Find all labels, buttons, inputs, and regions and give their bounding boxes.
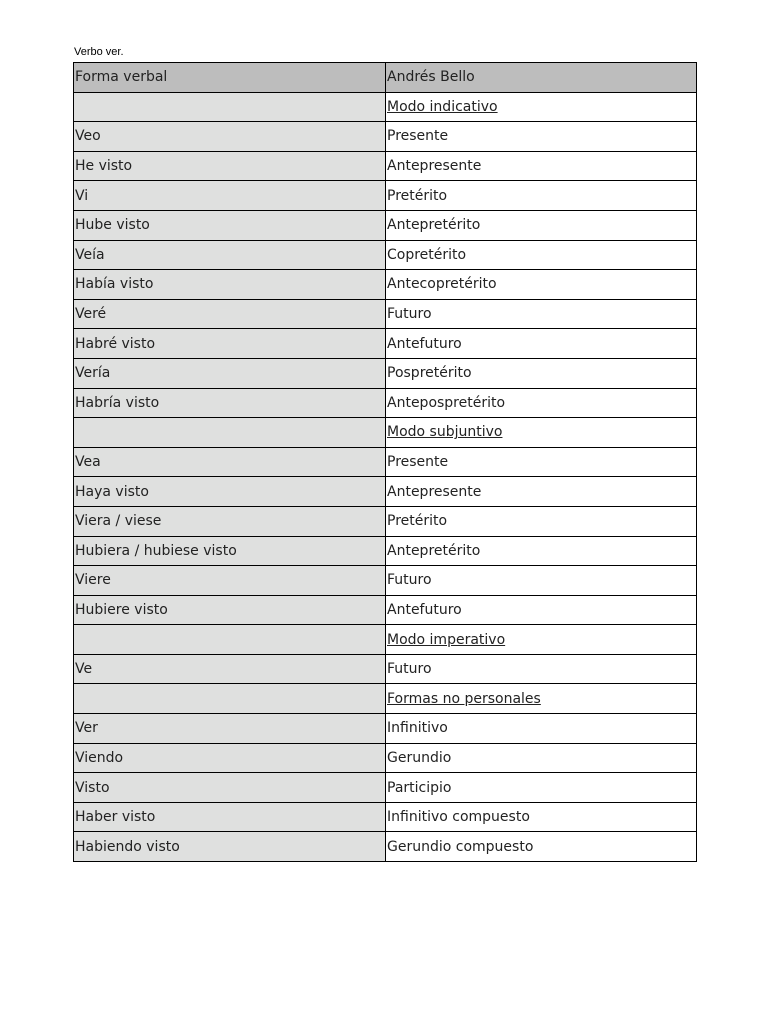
- table-row: [74, 299, 697, 329]
- cell-forma-verbal: Hubiera / hubiese visto: [74, 536, 386, 566]
- cell-forma-verbal: Habré visto: [74, 329, 386, 359]
- section-title: Modo subjuntivo: [387, 424, 503, 441]
- cell-forma-verbal: Veré: [74, 299, 386, 329]
- cell-andres-bello: Antefuturo: [386, 329, 697, 359]
- table-row: [74, 832, 697, 862]
- cell-forma-verbal: Vi: [74, 181, 386, 211]
- cell-forma-verbal: Ver: [74, 714, 386, 744]
- cell-forma-verbal: [74, 92, 386, 122]
- cell-andres-bello: Presente: [386, 447, 697, 477]
- table-row: [74, 477, 697, 507]
- table-row: [74, 151, 697, 181]
- table-row: [74, 536, 697, 566]
- table-row: [74, 181, 697, 211]
- section-row: [74, 92, 697, 122]
- cell-forma-verbal: Habiendo visto: [74, 832, 386, 862]
- table-body: [74, 63, 697, 862]
- cell-section-title: [386, 684, 697, 714]
- cell-section-title: [386, 625, 697, 655]
- table-row: [74, 388, 697, 418]
- cell-forma-verbal: Visto: [74, 773, 386, 803]
- cell-forma-verbal: [74, 625, 386, 655]
- cell-andres-bello: Antepresente: [386, 477, 697, 507]
- cell-andres-bello: Infinitivo: [386, 714, 697, 744]
- header-andres-bello: Andrés Bello: [386, 63, 697, 93]
- table-row: [74, 329, 697, 359]
- table-row: [74, 240, 697, 270]
- cell-andres-bello: Pospretérito: [386, 358, 697, 388]
- cell-forma-verbal: Vería: [74, 358, 386, 388]
- cell-andres-bello: Presente: [386, 122, 697, 152]
- cell-forma-verbal: Haya visto: [74, 477, 386, 507]
- cell-forma-verbal: Hube visto: [74, 210, 386, 240]
- cell-forma-verbal: Vea: [74, 447, 386, 477]
- cell-forma-verbal: Veo: [74, 122, 386, 152]
- table-row: [74, 595, 697, 625]
- cell-andres-bello: Futuro: [386, 299, 697, 329]
- cell-forma-verbal: Ve: [74, 654, 386, 684]
- verb-conjugation-table: [73, 62, 697, 862]
- cell-forma-verbal: Viere: [74, 566, 386, 596]
- cell-section-title: [386, 418, 697, 448]
- header-forma-verbal: Forma verbal: [74, 63, 386, 93]
- cell-andres-bello: Gerundio compuesto: [386, 832, 697, 862]
- cell-forma-verbal: Haber visto: [74, 802, 386, 832]
- cell-forma-verbal: Viendo: [74, 743, 386, 773]
- table-row: [74, 654, 697, 684]
- cell-andres-bello: Gerundio: [386, 743, 697, 773]
- cell-forma-verbal: Veía: [74, 240, 386, 270]
- cell-forma-verbal: Hubiere visto: [74, 595, 386, 625]
- section-title: Formas no personales: [387, 690, 541, 707]
- cell-andres-bello: Pretérito: [386, 181, 697, 211]
- cell-section-title: [386, 92, 697, 122]
- cell-forma-verbal: [74, 684, 386, 714]
- table-row: [74, 270, 697, 300]
- cell-forma-verbal: Viera / viese: [74, 506, 386, 536]
- cell-andres-bello: Antefuturo: [386, 595, 697, 625]
- table-row: [74, 743, 697, 773]
- table-row: [74, 210, 697, 240]
- cell-forma-verbal: Habría visto: [74, 388, 386, 418]
- table-row: [74, 714, 697, 744]
- cell-andres-bello: Antepretérito: [386, 536, 697, 566]
- table-row: [74, 802, 697, 832]
- cell-andres-bello: Futuro: [386, 654, 697, 684]
- cell-forma-verbal: [74, 418, 386, 448]
- table-row: [74, 506, 697, 536]
- table-row: [74, 447, 697, 477]
- cell-andres-bello: Antepretérito: [386, 210, 697, 240]
- cell-andres-bello: Antepospretérito: [386, 388, 697, 418]
- section-row: [74, 625, 697, 655]
- table-row: [74, 358, 697, 388]
- section-title: Modo imperativo: [387, 631, 506, 648]
- table-row: [74, 122, 697, 152]
- cell-andres-bello: Copretérito: [386, 240, 697, 270]
- section-row: [74, 418, 697, 448]
- section-title: Modo indicativo: [387, 98, 498, 115]
- cell-forma-verbal: Había visto: [74, 270, 386, 300]
- page-caption: Verbo ver.: [74, 46, 124, 58]
- cell-andres-bello: Infinitivo compuesto: [386, 802, 697, 832]
- cell-andres-bello: Futuro: [386, 566, 697, 596]
- cell-andres-bello: Antepresente: [386, 151, 697, 181]
- cell-andres-bello: Pretérito: [386, 506, 697, 536]
- table-row: [74, 773, 697, 803]
- table-header-row: [74, 63, 697, 93]
- cell-andres-bello: Participio: [386, 773, 697, 803]
- table-row: [74, 566, 697, 596]
- cell-andres-bello: Antecopretérito: [386, 270, 697, 300]
- cell-forma-verbal: He visto: [74, 151, 386, 181]
- section-row: [74, 684, 697, 714]
